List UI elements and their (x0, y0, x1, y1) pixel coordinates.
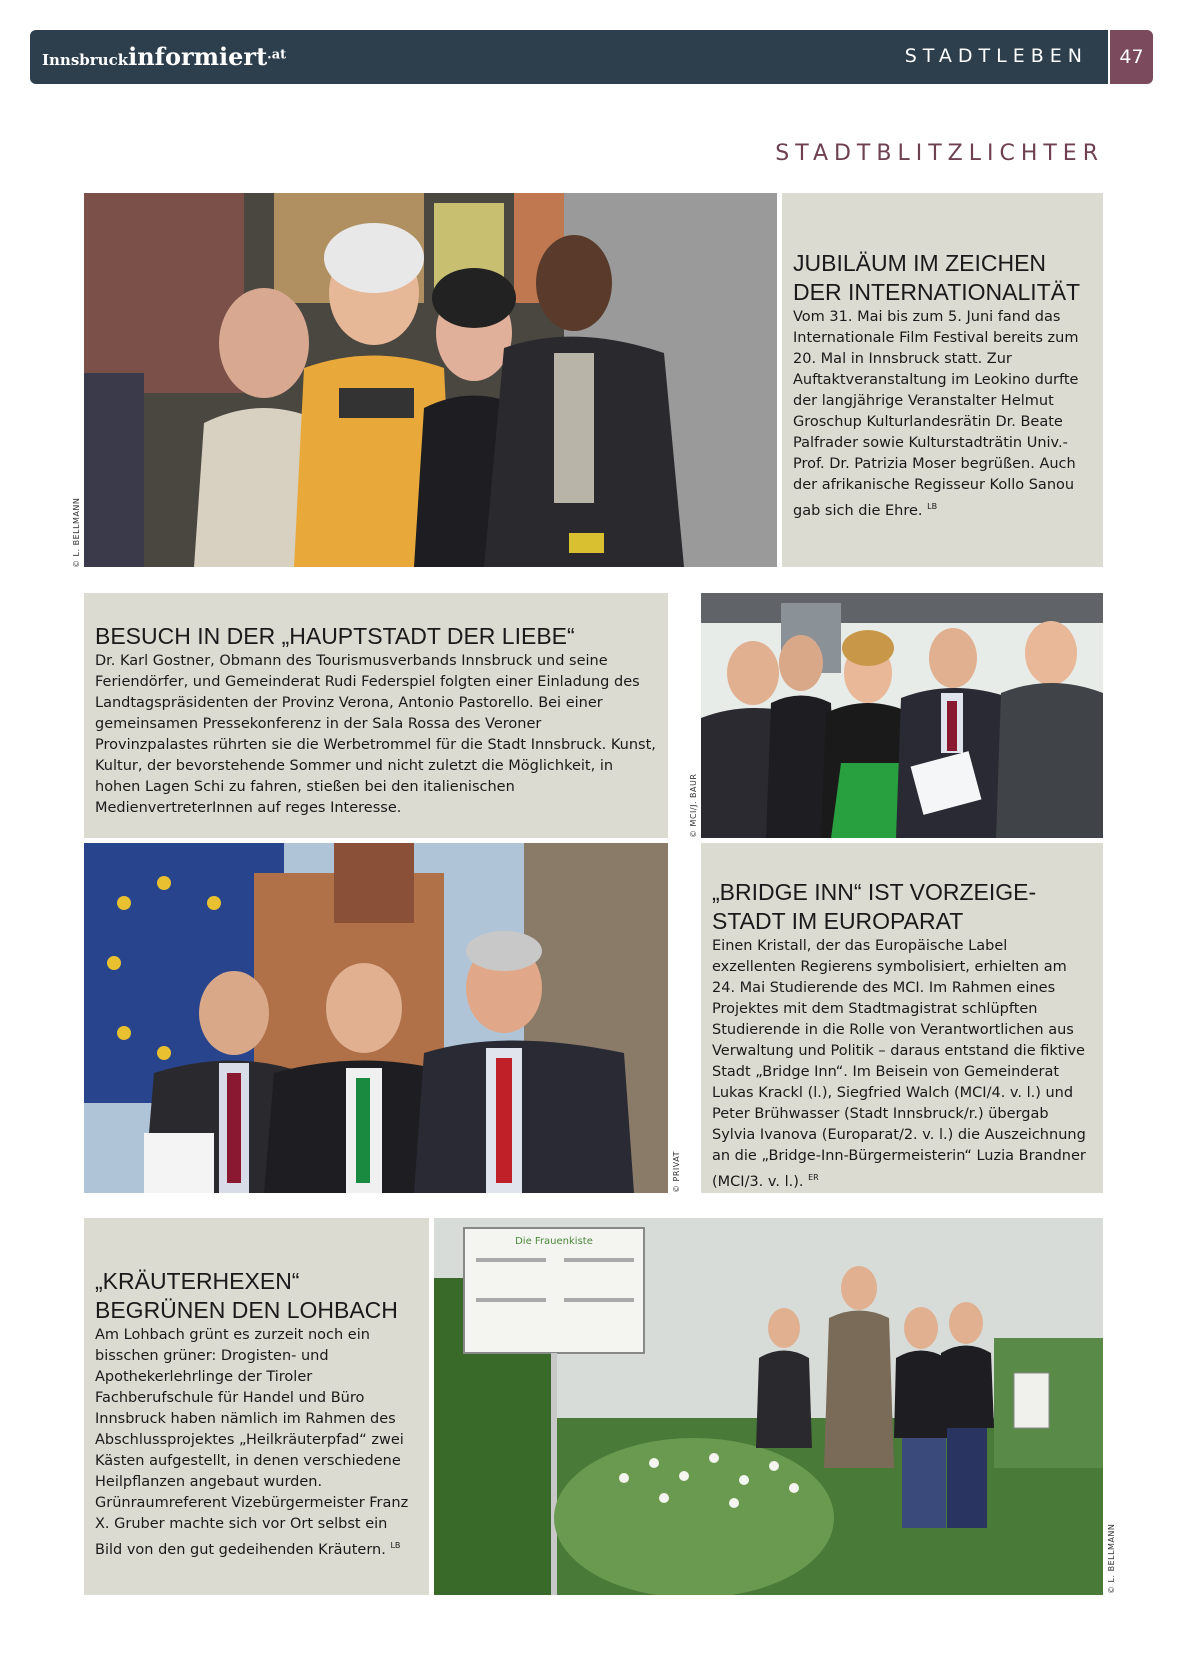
title-line: DER INTERNATIONALITÄT (793, 279, 1081, 305)
brand-prefix: Innsbruck (42, 51, 129, 69)
title-line: BESUCH IN DER „HAUPTSTADT DER LIEBE“ (95, 623, 575, 649)
article-title (712, 878, 1092, 936)
brand-suffix: .at (267, 47, 287, 63)
film-festival-photo (84, 193, 777, 567)
photo-credit: © L. BELLMANN (72, 497, 81, 568)
author-tag: LB (927, 502, 938, 511)
article-body (712, 936, 1092, 1193)
article-title (793, 249, 1092, 307)
verona-photo (84, 843, 668, 1193)
section-label: STADTLEBEN (904, 45, 1088, 67)
brand-name: informiert (128, 42, 268, 71)
article-body: Dr. Karl Gostner, Obmann des Tourismusverbands Innsbruck und seine Feriendörfer, und Gemeinderat Rudi Federspiel folgten einer Einladung des Landtagspräsidenten der Provinz Verona, Antonio Pastorello. Bei einer gemeinsamen Pressekonferenz in der Sala Rossa des Veroner Provinzpalastes rührten sie die Werbetrommel für die Stadt Innsbruck. Kunst, Kultur, der bevorstehende Sommer und nicht zuletzt die Möglichkeit, in hohen Lagen Schi zu fahren, stießen bei den italienischen MedienvertreterInnen auf reges Interesse. (95, 653, 656, 816)
author-tag: LB (390, 1541, 401, 1550)
photo-credit: © MCI/J. BAUR (689, 773, 698, 838)
body-text: Einen Kristall, der das Europäische Label exzellenten Regierens symbolisiert, erhielten am 24. Mai Studierende des MCI. Im Rahmen eines Projektes mit dem Stadtmagistrat schlüpften Studierende in die Rolle von Verantwortlichen aus Verwaltung und Politik – daraus entstand die fiktive Stadt „Bridge Inn“. Im Beisein von Gemeinderat Lukas Krackl (l.), Siegfried Walch (MCI/4. v. l.) und Peter Brühwasser (Stadt Innsbruck/r.) übergab Sylvia Ivanova (Europarat/2. v. l.) die Auszeichnung an die „Bridge-Inn-Bürgermeisterin“ Luzia Brandner (MCI/3. v. l.). (712, 938, 1086, 1190)
photo-credit: © L. BELLMANN (1107, 1523, 1116, 1594)
article-title (95, 622, 657, 651)
author-tag: ER (808, 1173, 819, 1182)
title-line: „BRIDGE INN“ IST VORZEIGE- (712, 879, 1037, 905)
article-box (84, 1218, 429, 1595)
body-text: Vom 31. Mai bis zum 5. Juni fand das Internationale Film Festival bereits zum 20. Mal in Innsbruck statt. Zur Auftaktveranstaltung im Leokino durfte der langjährige Veranstalter Helmut Groschup Kulturlandesrätin Dr. Beate Palfrader sowie Kulturstadträtin Univ.-Prof. Dr. Patrizia Moser begrüßen. Auch der afrikanische Regisseur Kollo Sanou gab sich die Ehre. (793, 309, 1079, 519)
page-header (30, 30, 1108, 84)
title-line: STADT IM EUROPARAT (712, 908, 964, 934)
brand-logo (42, 42, 286, 71)
page-number: 47 (1110, 30, 1153, 84)
photo-credit: © PRIVAT (672, 1151, 681, 1193)
article-body (95, 1325, 418, 1561)
article-box (782, 193, 1103, 567)
title-line: BEGRÜNEN DEN LOHBACH (95, 1297, 398, 1323)
herb-garden-photo (434, 1218, 1103, 1595)
article-body (793, 307, 1092, 522)
bridge-inn-photo (701, 593, 1103, 838)
article-box (701, 843, 1103, 1193)
page-title: STADTBLITZLICHTER (775, 141, 1104, 166)
sign-text: Die Frauenkiste (515, 1236, 593, 1247)
article-title (95, 1267, 418, 1325)
body-text: Am Lohbach grünt es zurzeit noch ein bisschen grüner: Drogisten- und Apothekerlehrlinge der Tiroler Fachberufschule für Handel und Büro Innsbruck haben nämlich im Rahmen des Abschlussprojektes „Heilkräuterpfad“ zwei Kästen aufgestellt, in denen verschiedene Heilpflanzen angebaut wurden. Grünraumreferent Vizebürgermeister Franz X. Gruber machte sich vor Ort selbst ein Bild von den gut gedeihenden Kräutern. (95, 1327, 409, 1558)
title-line: „KRÄUTERHEXEN“ (95, 1268, 300, 1294)
article-box (84, 593, 668, 838)
title-line: JUBILÄUM IM ZEICHEN (793, 250, 1047, 276)
